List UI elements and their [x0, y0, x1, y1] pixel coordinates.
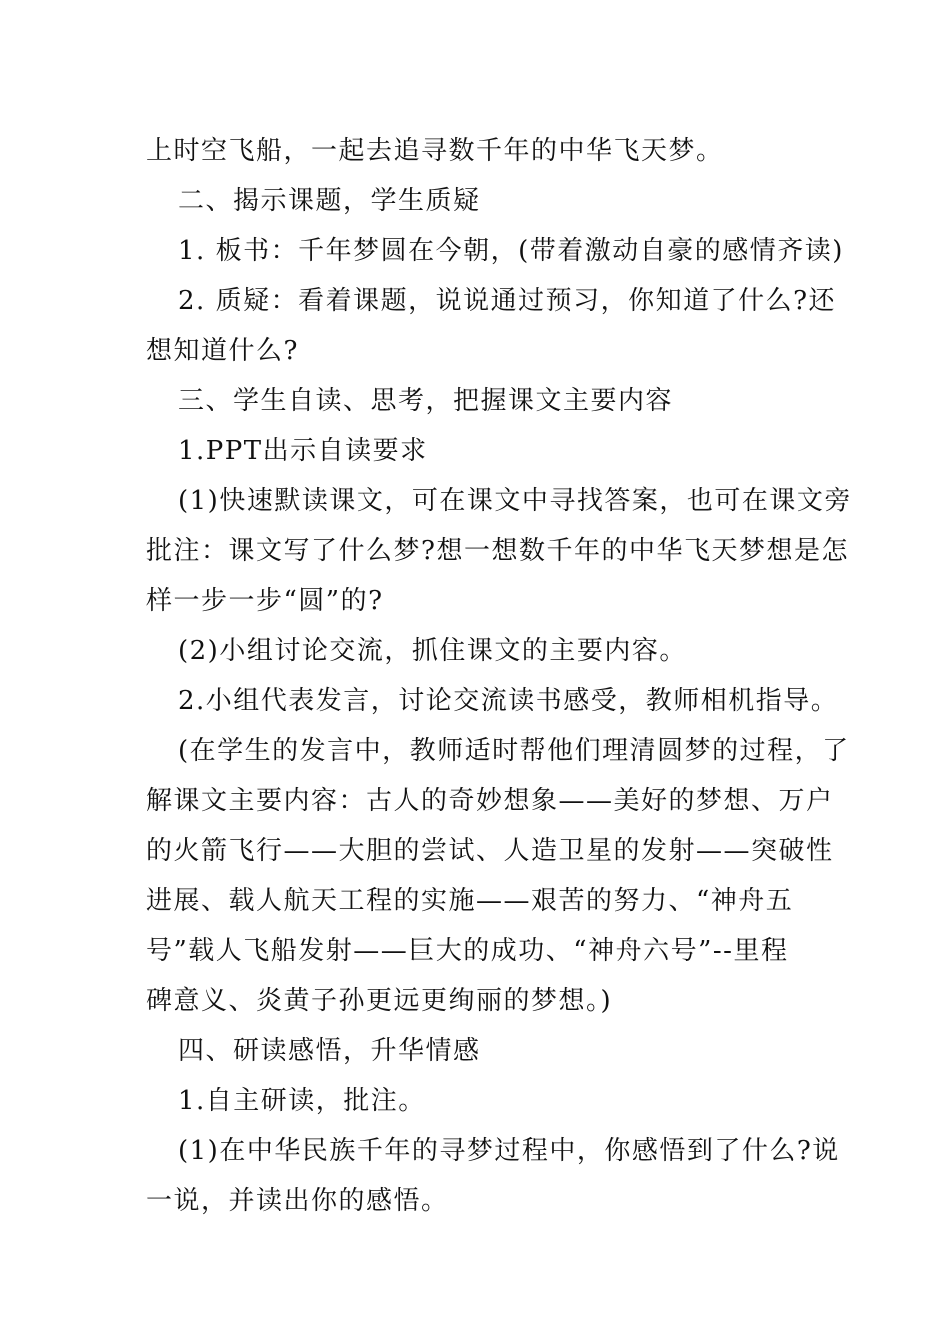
text-line: 一说，并读出你的感悟。 [146, 1186, 449, 1216]
text-line: 上时空飞船，一起去追寻数千年的中华飞天梦。 [146, 136, 724, 166]
text-line: 碑意义、炎黄子孙更远更绚丽的梦想。) [146, 986, 613, 1016]
text-line: 解课文主要内容：古人的奇妙想象——美好的梦想、万户 [146, 786, 834, 816]
section-heading: 二、揭示课题，学生质疑 [178, 186, 481, 216]
text-line: (2)小组讨论交流，抓住课文的主要内容。 [178, 636, 687, 666]
text-line: 1.PPT出示自读要求 [178, 436, 428, 466]
section-heading: 四、研读感悟，升华情感 [178, 1036, 481, 1066]
text-line: 的火箭飞行——大胆的尝试、人造卫星的发射——突破性 [146, 836, 834, 866]
text-line: 进展、载人航天工程的实施——艰苦的努力、“神舟五 [146, 886, 794, 916]
text-line: 想知道什么? [146, 336, 299, 366]
text-line: 1.自主研读，批注。 [178, 1086, 426, 1116]
text-line: (1)快速默读课文，可在课文中寻找答案，也可在课文旁 [178, 486, 852, 516]
text-line: 2. 质疑：看着课题，说说通过预习，你知道了什么?还 [178, 286, 837, 316]
text-line: 样一步一步“圆”的? [146, 586, 384, 616]
text-line: (在学生的发言中，教师适时帮他们理清圆梦的过程，了 [178, 736, 850, 766]
text-line: 2.小组代表发言，讨论交流读书感受，教师相机指导。 [178, 686, 839, 716]
text-line: 1. 板书：千年梦圆在今朝，(带着激动自豪的感情齐读) [178, 236, 844, 266]
text-line: 号”载人飞船发射——巨大的成功、“神舟六号”--里程 [146, 936, 789, 966]
text-line: 批注：课文写了什么梦?想一想数千年的中华飞天梦想是怎 [146, 536, 849, 566]
text-line: (1)在中华民族千年的寻梦过程中，你感悟到了什么?说 [178, 1136, 840, 1166]
section-heading: 三、学生自读、思考，把握课文主要内容 [178, 386, 674, 416]
